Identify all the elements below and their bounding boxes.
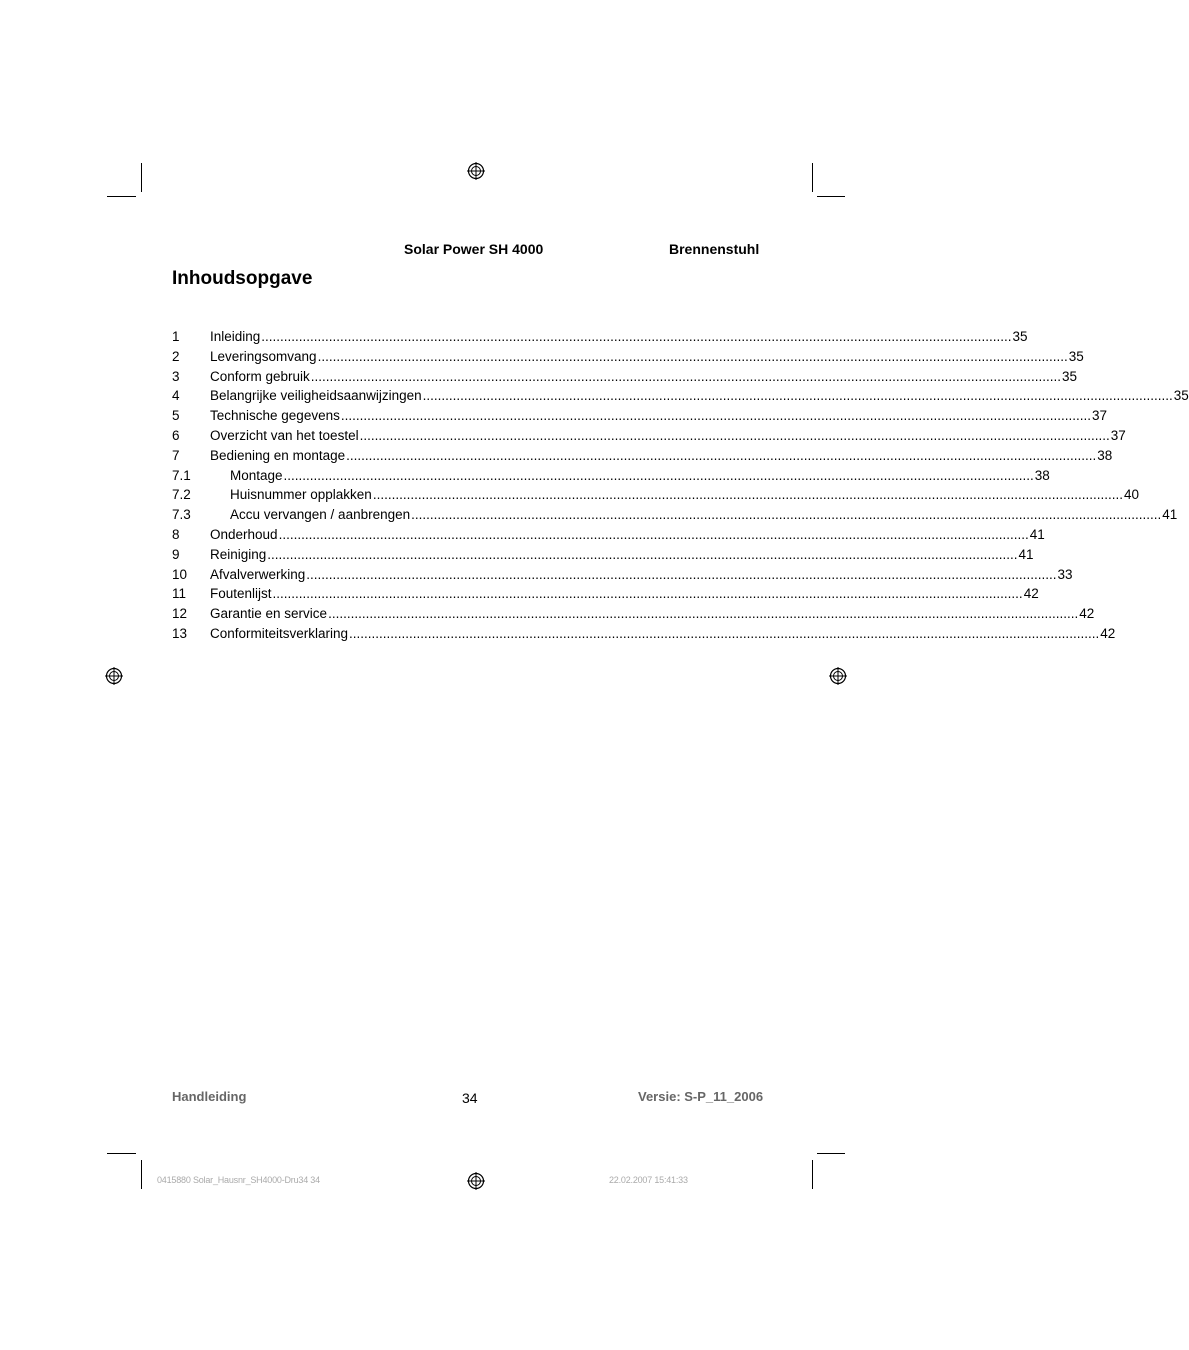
- toc-leader-dots: ........................................................................................................................................................................................................: [422, 388, 1173, 404]
- toc-leader-dots: ........................................................................................................................................................................................................: [340, 408, 1091, 424]
- toc-entry-number: 10: [172, 566, 188, 582]
- toc-entry: [172, 625, 1116, 646]
- toc-entry: [172, 388, 1189, 408]
- footer-document-type: Handleiding: [172, 1089, 247, 1104]
- toc-entry: [172, 606, 1095, 626]
- toc-entry: [172, 546, 1034, 567]
- toc-entry-page: 35: [1068, 348, 1084, 364]
- toc-entry-page: 42: [1079, 606, 1095, 622]
- toc-entry-page: 35: [1173, 388, 1189, 404]
- toc-entry-number: 7.2: [172, 487, 191, 503]
- crop-mark-bottom-right-vertical: [812, 1160, 813, 1189]
- registration-mark-icon: [105, 667, 123, 685]
- toc-entry-number: 2: [172, 348, 180, 364]
- toc-entry-label: Afvalverwerking: [210, 566, 306, 582]
- toc-leader-dots: ........................................................................................................................................................................................................: [359, 427, 1110, 443]
- toc-entry: [172, 586, 1039, 606]
- header-product-name: Solar Power SH 4000: [404, 241, 544, 257]
- toc-leader-dots: ........................................................................................................................................................................................................: [272, 586, 1023, 602]
- toc-entry-page: 37: [1092, 408, 1108, 424]
- footer-version: Versie: S-P_11_2006: [638, 1089, 764, 1104]
- header-brand-name: Brennenstuhl: [669, 241, 760, 257]
- crop-mark-top-right-vertical: [812, 163, 813, 192]
- toc-entry-label: Conform gebruik: [210, 368, 310, 384]
- toc-entry-page: 35: [1012, 329, 1028, 344]
- toc-entry-label: Foutenlijst: [210, 586, 272, 602]
- toc-leader-dots: ........................................................................................................................................................................................................: [267, 546, 1018, 562]
- toc-entry: [172, 526, 1045, 547]
- toc-entry-number: 6: [172, 427, 180, 443]
- toc-entry-label: Conformiteitsverklaring: [210, 625, 349, 641]
- toc-entry-number: 5: [172, 408, 180, 424]
- toc-entry-label: Technische gegevens: [210, 408, 340, 424]
- toc-entry: [172, 467, 1050, 488]
- registration-mark-icon: [829, 667, 847, 685]
- crop-mark-top-right-horizontal: [817, 196, 845, 197]
- toc-leader-dots: ........................................................................................................................................................................................................: [278, 526, 1029, 542]
- toc-leader-dots: ........................................................................................................................................................................................................: [317, 348, 1068, 364]
- toc-entry-page: 41: [1162, 507, 1178, 523]
- toc-entry-page: 37: [1110, 427, 1126, 443]
- toc-entry-number: 7: [172, 447, 180, 463]
- toc-leader-dots: ........................................................................................................................................................................................................: [349, 625, 1100, 641]
- toc-entry-number: 9: [172, 546, 180, 562]
- footer-page-number: 34: [462, 1090, 478, 1106]
- toc-entry-page: 41: [1018, 546, 1034, 562]
- toc-entry-number: 12: [172, 606, 188, 622]
- toc-entry-label: Belangrijke veiligheidsaanwijzingen: [210, 388, 422, 404]
- toc-entry-page: 35: [1061, 368, 1077, 384]
- print-slug-filename: 0415880 Solar_Hausnr_SH4000-Dru34 34: [157, 1175, 320, 1185]
- toc-entry: [172, 427, 1126, 448]
- toc-entry-number: 13: [172, 625, 188, 641]
- toc-entry-number: 11: [172, 586, 187, 602]
- toc-entry-label: Reiniging: [210, 546, 267, 562]
- toc-entry: [172, 368, 1077, 389]
- toc-leader-dots: ........................................................................................................................................................................................................: [328, 606, 1079, 622]
- crop-mark-top-left-horizontal: [107, 196, 136, 197]
- toc-entry-label: Huisnummer opplakken: [230, 487, 372, 503]
- toc-entry-label: Garantie en service: [210, 606, 328, 622]
- toc-leader-dots: ........................................................................................................................................................................................................: [310, 368, 1061, 384]
- table-of-contents: [172, 329, 1189, 646]
- toc-entry: [172, 408, 1108, 428]
- toc-entry-label: Onderhoud: [210, 526, 278, 542]
- toc-entry-page: 40: [1123, 487, 1140, 503]
- toc-entry: [172, 447, 1113, 468]
- toc-entry: [172, 487, 1140, 507]
- toc-entry-page: 42: [1023, 586, 1039, 602]
- toc-entry-number: 4: [172, 388, 180, 404]
- crop-mark-bottom-left-vertical: [141, 1160, 142, 1189]
- crop-mark-top-left-vertical: [141, 163, 142, 192]
- print-slug-timestamp: 22.02.2007 15:41:33: [609, 1175, 688, 1185]
- toc-entry-number: 3: [172, 368, 180, 384]
- toc-entry: [172, 329, 1028, 349]
- toc-entry-page: 33: [1057, 566, 1073, 582]
- toc-entry-label: Leveringsomvang: [210, 348, 317, 364]
- toc-entry-number: 7.1: [172, 467, 191, 483]
- toc-entry-label: Bediening en montage: [210, 447, 346, 463]
- crop-mark-bottom-left-horizontal: [107, 1153, 136, 1154]
- toc-leader-dots: ........................................................................................................................................................................................................: [372, 487, 1123, 503]
- toc-entry: [172, 348, 1084, 369]
- page-title: Inhoudsopgave: [172, 268, 313, 289]
- toc-entry-label: Accu vervangen / aanbrengen: [230, 507, 411, 523]
- toc-leader-dots: ........................................................................................................................................................................................................: [306, 566, 1057, 582]
- registration-mark-icon: [467, 1172, 485, 1190]
- toc-entry-page: 38: [1034, 467, 1050, 483]
- toc-entry-page: 38: [1097, 447, 1113, 463]
- toc-leader-dots: ........................................................................................................................................................................................................: [411, 507, 1162, 523]
- toc-entry-page: 42: [1100, 625, 1116, 641]
- toc-entry-page: 41: [1029, 526, 1045, 542]
- crop-mark-bottom-right-horizontal: [817, 1153, 845, 1154]
- toc-entry-label: Montage: [230, 467, 283, 483]
- toc-entry-label: Overzicht van het toestel: [210, 427, 359, 443]
- toc-entry-number: 7.3: [172, 507, 191, 523]
- toc-entry-label: Inleiding: [210, 329, 261, 344]
- toc-leader-dots: ........................................................................................................................................................................................................: [261, 329, 1012, 344]
- toc-leader-dots: ........................................................................................................................................................................................................: [283, 467, 1034, 483]
- toc-entry-number: 8: [172, 526, 180, 542]
- toc-entry: [172, 507, 1178, 527]
- registration-mark-icon: [467, 162, 485, 180]
- toc-entry: [172, 566, 1073, 587]
- toc-leader-dots: ........................................................................................................................................................................................................: [346, 447, 1097, 463]
- toc-entry-number: 1: [172, 329, 180, 344]
